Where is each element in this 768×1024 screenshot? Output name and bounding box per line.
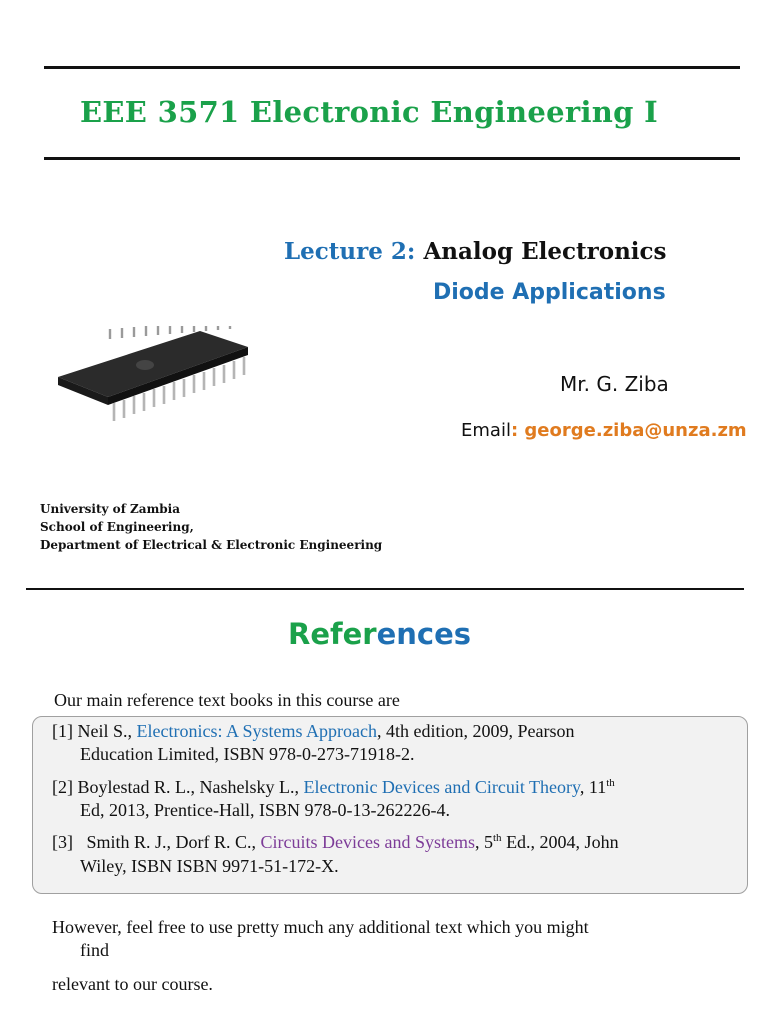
email-label: Email: [461, 420, 511, 441]
course-title: EEE 3571 Electronic Engineering I: [80, 95, 659, 129]
reference-1-line2: Education Limited, ISBN 978-0-273-71918-2.: [80, 744, 415, 764]
lecture-subtitle: Diode Applications: [433, 280, 666, 305]
reference-1-line1: [52, 721, 574, 742]
reference-1-details: , 4th edition, 2009, Pearson: [376, 721, 575, 741]
ic-chip-image: [50, 325, 255, 425]
reference-3-line1: [52, 832, 619, 853]
slide-separator: [26, 588, 744, 590]
references-title-part1: Refer: [288, 617, 377, 651]
email-sep: :: [510, 420, 525, 441]
closing-line-1: However, feel free to use pretty much any additional text which you might: [52, 917, 589, 937]
reference-3-line2: Wiley, ISBN ISBN 9971-51-172-X.: [80, 856, 339, 876]
title-divider: [44, 157, 740, 160]
reference-2-sup: th: [606, 777, 615, 789]
affiliation-university: University of Zambia: [40, 502, 180, 516]
author-name: Mr. G. Ziba: [560, 372, 669, 396]
email-link[interactable]: george.ziba@unza.zm: [524, 420, 747, 441]
lecture-prefix: Lecture 2:: [284, 238, 416, 265]
affiliation-block: [40, 500, 382, 554]
email-line: [461, 420, 747, 441]
references-intro: Our main reference text books in this course are: [54, 690, 400, 710]
references-title-part2: ences: [376, 617, 472, 651]
reference-2-edition: , 11: [579, 777, 607, 797]
lecture-heading: [284, 238, 666, 265]
reference-3-sup: th: [493, 832, 502, 844]
reference-1-authors: [1] Neil S.,: [52, 721, 137, 741]
references-title: [288, 617, 471, 651]
closing-line-3: relevant to our course.: [52, 974, 213, 994]
reference-3-details: Ed., 2004, John: [501, 832, 619, 852]
reference-1-book: Electronics: A Systems Approach: [136, 721, 377, 741]
reference-3-edition: , 5: [475, 832, 493, 852]
reference-2-book: Electronic Devices and Circuit Theory: [303, 777, 580, 797]
top-divider: [44, 66, 740, 69]
lecture-title: Analog Electronics: [423, 238, 667, 265]
reference-2-line1: [52, 777, 615, 798]
affiliation-school: School of Engineering,: [40, 520, 194, 534]
reference-2-line2: Ed, 2013, Prentice-Hall, ISBN 978-0-13-262226-4.: [80, 800, 450, 820]
reference-3-authors: [3] Smith R. J., Dorf R. C.,: [52, 832, 261, 852]
affiliation-department: Department of Electrical & Electronic Engineering: [40, 538, 383, 552]
reference-2-authors: [2] Boylestad R. L., Nashelsky L.,: [52, 777, 304, 797]
closing-line-2: find: [80, 940, 109, 960]
reference-3-book: Circuits Devices and Systems: [260, 832, 475, 852]
